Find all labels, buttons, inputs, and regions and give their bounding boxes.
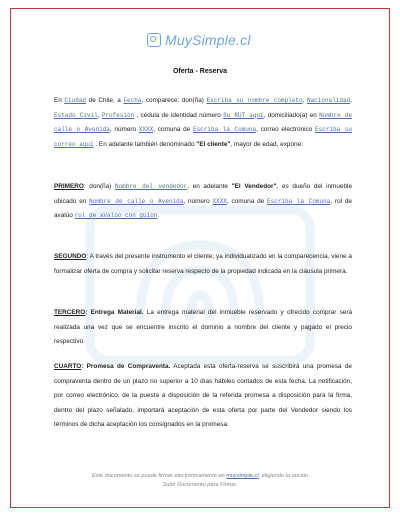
clausula-cuarto: CUARTO: Promesa de Compraventa. Aceptada esta oferta-reserva se suscribirá una promesa de compraventa dentro de un plazo no superior a 10 días hábiles contados de esta fecha. La notificación, por correo electrónico, de la puesta a disposición de la referida promesa a disposición para la firma, dentro del plazo señalado, importará aceptación de esta oferta por parte del Vendedor siendo los términos de dicha aceptación los consignados en la promesa. — [54, 363, 352, 429]
clausula-primero: PRIMERO: don(ña) Nombre del vendedor, en adelante "El Vendedor", es dueño del inmueble ubicado en Nombre de calle o Avenida, número XXXX, comuna de Escriba la Comuna, rol de avalúo rol de avalúo con guion. — [54, 183, 353, 220]
fecha-field[interactable]: Fecha — [123, 97, 142, 104]
profesion-field[interactable]: Profesión — [101, 111, 135, 119]
vendedor-comuna-field[interactable]: Escriba la Comuna — [267, 197, 331, 205]
vendedor-numero-field[interactable]: XXXX — [212, 197, 227, 205]
clausula-tercero: TERCERO: Entrega Material. La entrega material del inmueble reservado y ofrecido comprar será realizada una vez que se encuentre inscrito el dominio a nombre del cliente y pagado el precio respectivo. — [54, 309, 353, 346]
ciudad-field[interactable]: Ciudad — [64, 97, 87, 104]
brand-logo — [147, 30, 251, 50]
logo-mark-icon — [147, 33, 161, 47]
rol-avaluo-field[interactable]: rol de avalúo con guion — [74, 212, 158, 220]
muysimple-link[interactable]: muysimple.cl — [226, 473, 259, 479]
vendedor-calle-field[interactable]: Nombre de calle o Avenida — [89, 197, 184, 205]
rut-field[interactable]: Su RUT aquí — [223, 111, 264, 119]
logo-text: MuySimple.cl — [165, 32, 251, 48]
document-title: Oferta - Reserva — [172, 68, 228, 75]
correo-field[interactable]: Escriba su correo aquí — [54, 126, 352, 148]
vendedor-field[interactable]: Nombre del vendedor — [114, 183, 188, 190]
document-footer: Este documento se puede firmar electrónicamente en muysimple.cl, eligiendo la opción Subir Documento para Firmar. — [91, 473, 309, 488]
nacionalidad-field[interactable]: Nacionalidad — [306, 97, 351, 104]
comparecencia-paragraph: En Ciudad de Chile, a Fecha, comparece: don(ña) Escriba su nombre completo, Nacionalidad, Estado Civil, Profesión , cédula de identidad número Su RUT aquí, domiciliado(a) en Nombre de calle o Avenida, número XXXX, comuna de Escriba la Comuna, correo electrónico Escriba su correo aquí . En adelante también denominado "El cliente", mayor de edad, expone: — [54, 97, 353, 148]
comuna-field[interactable]: Escriba la Comuna — [192, 126, 257, 134]
clausula-segundo: SEGUNDO: A través del presente instrumento el cliente, ya individualizado en la comparecencia, viene a formalizar oferta de compra y solicitar reserva respecto de la propiedad indicada en la cláusula primera. — [54, 253, 352, 275]
numero-field[interactable]: XXXX — [138, 126, 154, 134]
nombre-field[interactable]: Escriba su nombre completo — [206, 97, 303, 104]
calle-field[interactable]: Nombre de calle o Avenida — [54, 111, 353, 134]
estado-civil-field[interactable]: Estado Civil — [54, 111, 98, 119]
